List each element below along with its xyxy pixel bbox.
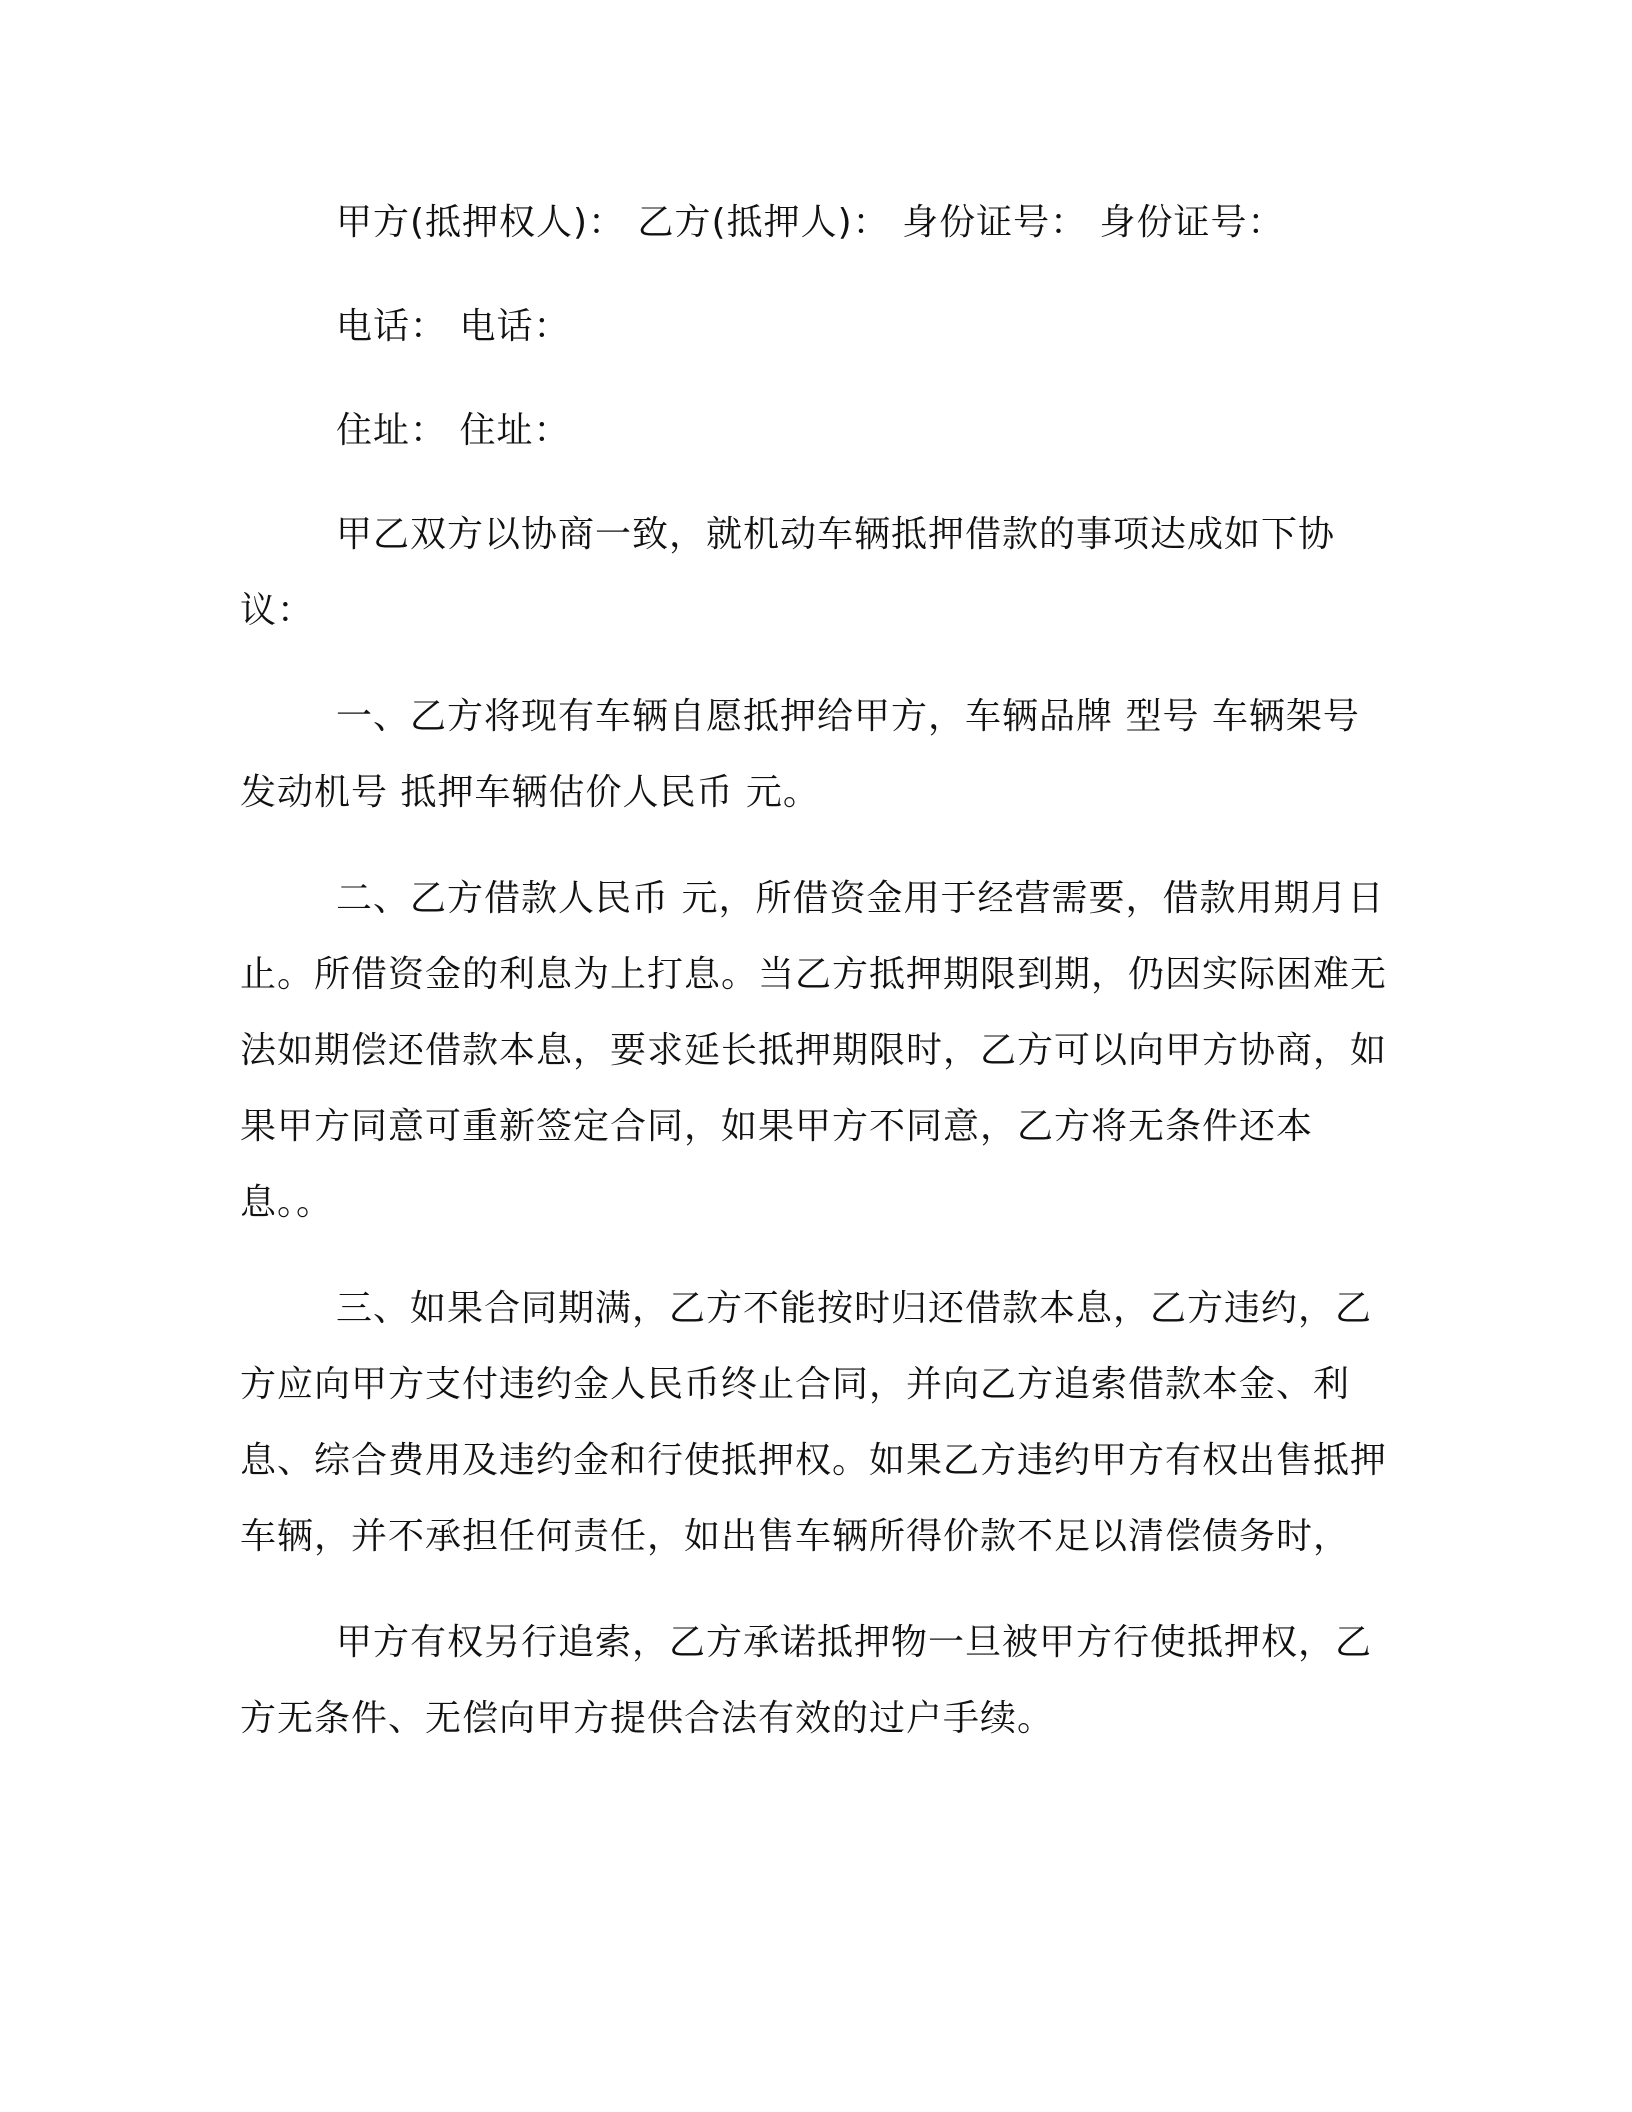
document-body [240, 185, 1400, 1787]
clause-three-continued: 甲方有权另行追索，乙方承诺抵押物一旦被甲方行使抵押权，乙方无条件、无偿向甲方提供合法有效的过户手续。 [240, 1622, 1373, 1739]
party-address-line: 住址： 住址： [336, 410, 571, 451]
clause-two: 二、乙方借款人民币 元，所借资金用于经营需要，借款用期月日止。所借资金的利息为上打息。当乙方抵押期限到期，仍因实际困难无法如期偿还借款本息，要求延长抵押期限时，乙方可以向甲方协商，如果甲方同意可重新签定合同，如果甲方不同意，乙方将无条件还本息。。 [240, 878, 1388, 1223]
party-identity-line: 甲方(抵押权人)： 乙方(抵押人)： 身份证号： 身份证号： [336, 202, 1285, 243]
party-phone-line: 电话： 电话： [336, 306, 571, 347]
agreement-intro: 甲乙双方以协商一致，就机动车辆抵押借款的事项达成如下协议： [240, 514, 1336, 631]
clause-three: 三、如果合同期满，乙方不能按时归还借款本息，乙方违约，乙方应向甲方支付违约金人民币终止合同，并向乙方追索借款本金、利息、综合费用及违约金和行使抵押权。如果乙方违约甲方有权出售抵押车辆，并不承担任何责任，如出售车辆所得价款不足以清偿债务时， [240, 1288, 1388, 1557]
clause-one: 一、乙方将现有车辆自愿抵押给甲方，车辆品牌 型号 车辆架号 发动机号 抵押车辆估价人民币 元。 [240, 696, 1360, 813]
